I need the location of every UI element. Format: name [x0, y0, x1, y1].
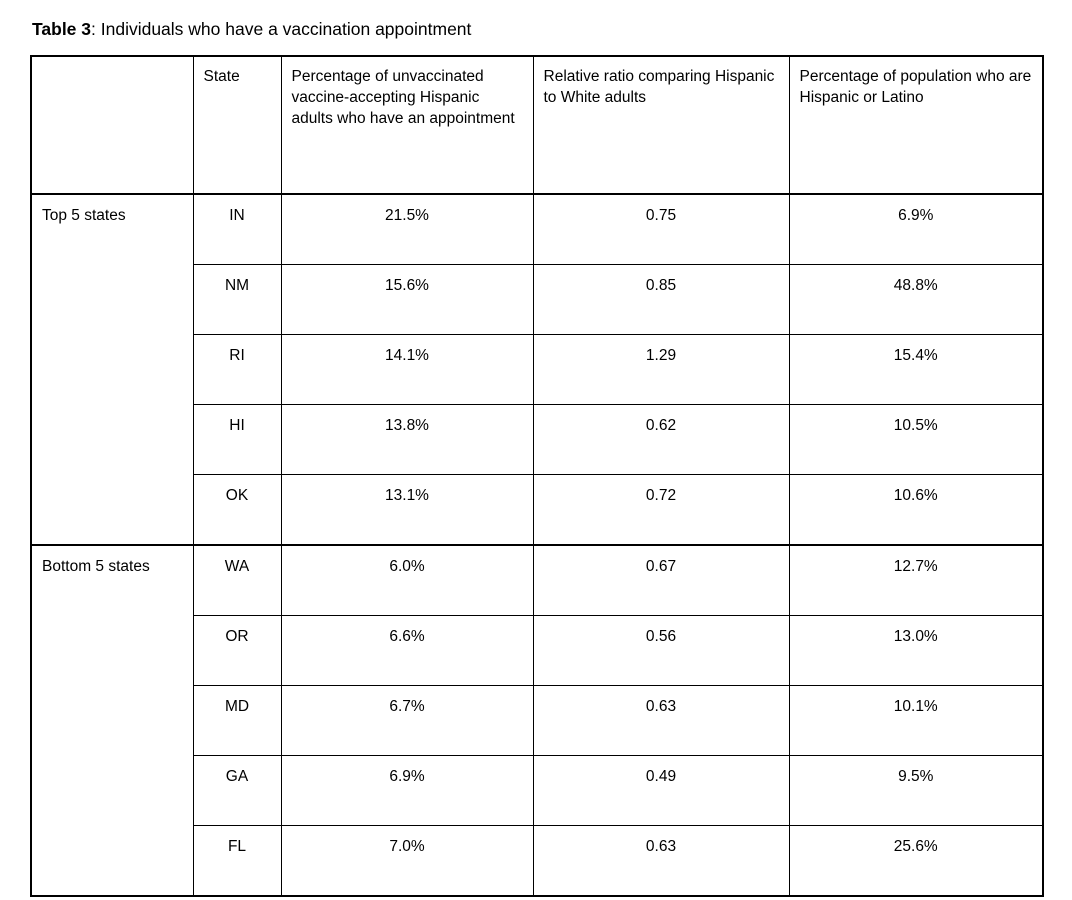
- header-cell-state: State: [193, 56, 281, 194]
- cell-pct-appointment: 15.6%: [281, 264, 533, 334]
- cell-relative-ratio: 0.72: [533, 474, 789, 545]
- cell-pct-population: 9.5%: [789, 755, 1043, 825]
- cell-relative-ratio: 0.85: [533, 264, 789, 334]
- cell-state: RI: [193, 334, 281, 404]
- header-cell-pct-population: Percentage of population who are Hispanic or Latino: [789, 56, 1043, 194]
- cell-pct-population: 6.9%: [789, 194, 1043, 265]
- table-caption-label: Table 3: [32, 19, 92, 39]
- cell-pct-appointment: 14.1%: [281, 334, 533, 404]
- cell-pct-appointment: 21.5%: [281, 194, 533, 265]
- group-label-top: Top 5 states: [31, 194, 193, 545]
- cell-pct-population: 12.7%: [789, 545, 1043, 616]
- cell-pct-population: 13.0%: [789, 615, 1043, 685]
- cell-pct-appointment: 13.1%: [281, 474, 533, 545]
- cell-pct-appointment: 6.9%: [281, 755, 533, 825]
- cell-relative-ratio: 0.75: [533, 194, 789, 265]
- cell-state: OR: [193, 615, 281, 685]
- cell-state: NM: [193, 264, 281, 334]
- cell-relative-ratio: 0.56: [533, 615, 789, 685]
- cell-pct-population: 10.6%: [789, 474, 1043, 545]
- table-caption-text: : Individuals who have a vaccination appointment: [91, 19, 472, 39]
- cell-state: MD: [193, 685, 281, 755]
- group-label-bottom: Bottom 5 states: [31, 545, 193, 896]
- table-header-row: [31, 56, 1043, 194]
- cell-pct-appointment: 6.7%: [281, 685, 533, 755]
- cell-pct-population: 15.4%: [789, 334, 1043, 404]
- cell-relative-ratio: 0.63: [533, 685, 789, 755]
- table-caption: [32, 18, 1042, 41]
- cell-pct-population: 10.5%: [789, 404, 1043, 474]
- cell-pct-appointment: 6.6%: [281, 615, 533, 685]
- cell-relative-ratio: 0.62: [533, 404, 789, 474]
- cell-pct-appointment: 13.8%: [281, 404, 533, 474]
- cell-relative-ratio: 1.29: [533, 334, 789, 404]
- table-row: [31, 545, 1043, 616]
- vaccination-appointment-table: [30, 55, 1044, 897]
- cell-relative-ratio: 0.63: [533, 825, 789, 896]
- cell-state: IN: [193, 194, 281, 265]
- cell-pct-appointment: 6.0%: [281, 545, 533, 616]
- cell-pct-population: 10.1%: [789, 685, 1043, 755]
- cell-pct-population: 25.6%: [789, 825, 1043, 896]
- header-cell-pct-appointment: Percentage of unvaccinated vaccine-accepting Hispanic adults who have an appointment: [281, 56, 533, 194]
- cell-pct-population: 48.8%: [789, 264, 1043, 334]
- cell-state: HI: [193, 404, 281, 474]
- table-body: [31, 194, 1043, 896]
- cell-pct-appointment: 7.0%: [281, 825, 533, 896]
- cell-state: OK: [193, 474, 281, 545]
- header-cell-relative-ratio: Relative ratio comparing Hispanic to White adults: [533, 56, 789, 194]
- table-header: [31, 56, 1043, 194]
- cell-relative-ratio: 0.49: [533, 755, 789, 825]
- cell-state: GA: [193, 755, 281, 825]
- cell-state: FL: [193, 825, 281, 896]
- cell-state: WA: [193, 545, 281, 616]
- table-row: [31, 194, 1043, 265]
- header-cell-group: [31, 56, 193, 194]
- cell-relative-ratio: 0.67: [533, 545, 789, 616]
